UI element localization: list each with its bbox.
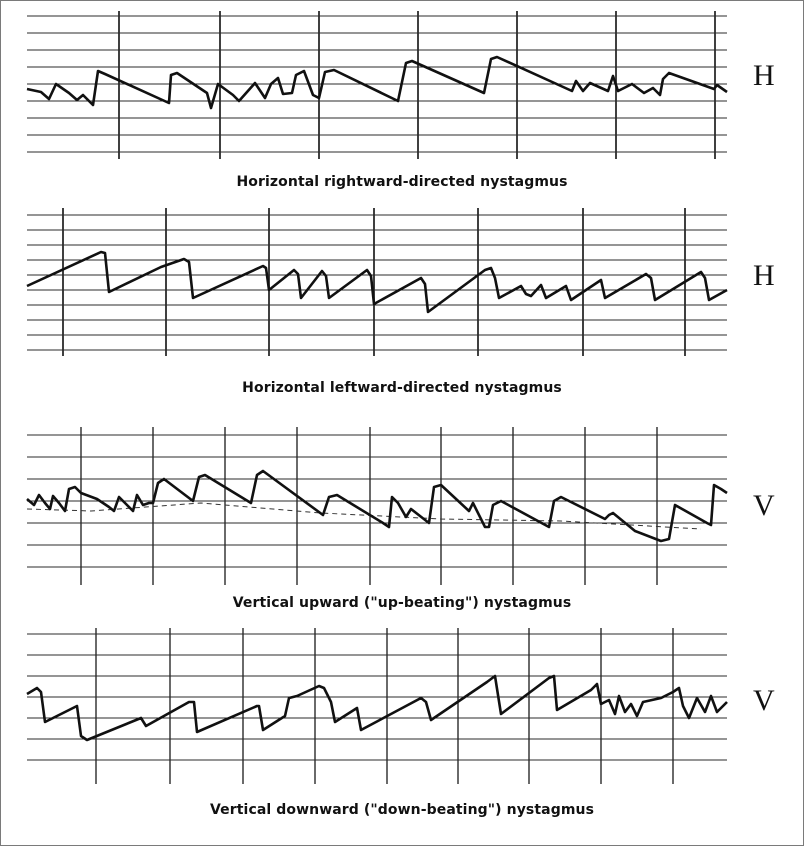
panel-2-trace bbox=[27, 252, 727, 312]
panel-4-plane-label: V bbox=[753, 684, 775, 717]
panel-3-grid bbox=[27, 427, 727, 585]
panel-4-caption: Vertical downward ("down-beating") nystagmus bbox=[209, 802, 595, 818]
panel-4-trace bbox=[27, 676, 727, 740]
panel-1-trace bbox=[27, 57, 727, 108]
panel-2-plane-label: H bbox=[753, 259, 775, 292]
panel-3-plane-label: V bbox=[753, 489, 775, 522]
panel-3-caption: Vertical upward ("up-beating") nystagmus bbox=[232, 595, 572, 611]
panel-2-caption: Horizontal leftward-directed nystagmus bbox=[242, 380, 562, 396]
panel-3-recording bbox=[1, 421, 803, 591]
panel-1-plane-label: H bbox=[753, 59, 775, 92]
panel-1-recording bbox=[1, 11, 803, 161]
panel-3-trace bbox=[27, 471, 727, 541]
panel-2-recording bbox=[1, 206, 803, 358]
panel-1-caption: Horizontal rightward-directed nystagmus bbox=[236, 174, 568, 190]
panel-4-recording bbox=[1, 626, 803, 786]
